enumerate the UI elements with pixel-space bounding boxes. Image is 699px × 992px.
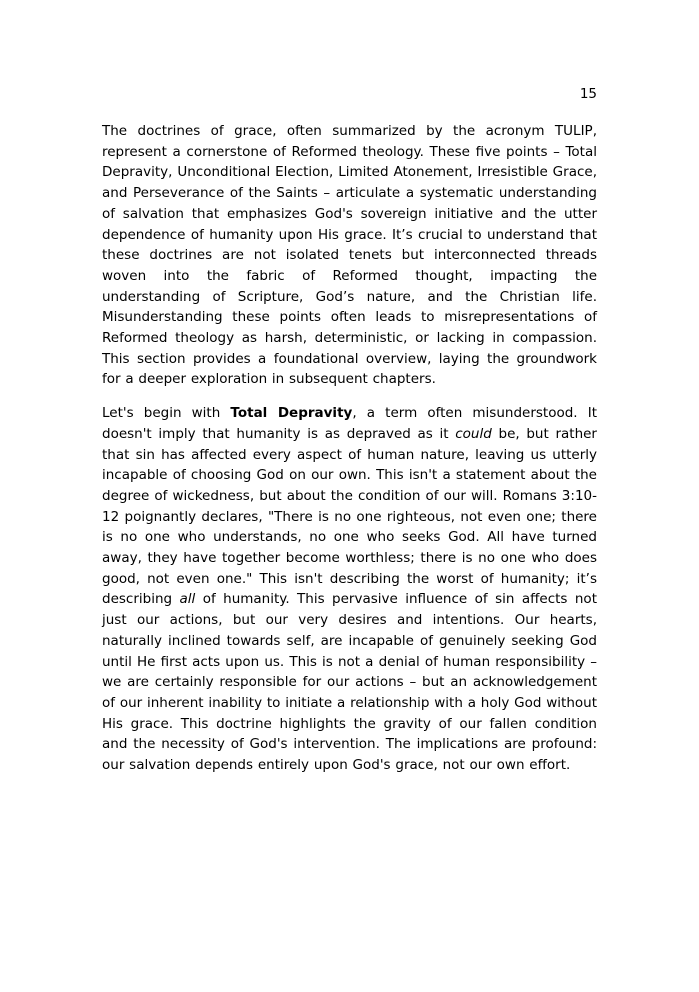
text-run: The doctrines of grace, often summarized by the acronym TULIP, represent a cornerstone of Reformed theology. These five points – Total Depravity, Unconditional Election, Limited Atonement, Irresistible Grace, and Perseverance of the Saints – articulate a systematic understanding of salvation that emphasizes God's sovereign initiative and the utter dependence of humanity upon His grace. It’s crucial to understand that these doctrines are not isolated tenets but interconnected threads woven into the fabric of Reformed thought, impacting the understanding of Scripture, God’s nature, and the Christian life. Misunderstanding these points often leads to misrepresentations of Reformed theology as harsh, deterministic, or lacking in compassion. This section provides a foundational overview, laying the groundwork for a deeper exploration in subsequent chapters. [102, 123, 597, 388]
italic-run: could [455, 425, 492, 442]
italic-run: all [179, 591, 196, 608]
page-number: 15 [579, 86, 597, 102]
text-run: of humanity. This pervasive influence of sin affects not just our actions, but our very desires and intentions. Our hearts, naturally inclined towards self, are incapable of genuinely seeking God until He first acts upon us. This is not a denial of human responsibility – we are certainly responsible for our actions – but an acknowledgement of our inherent inability to initiate a relationship with a holy God without His grace. This doctrine highlights the gravity of our fallen condition and the necessity of God's intervention. The implications are profound: our salvation depends entirely upon God's grace, not our own effort. [102, 591, 597, 774]
text-run: Let's begin with [102, 405, 231, 422]
body-text [102, 121, 597, 789]
bold-run: Total Depravity [230, 405, 353, 422]
paragraph [102, 121, 597, 390]
paragraph [102, 403, 597, 776]
text-run: , a term often misunderstood. It doesn't imply that humanity is as depraved as it [102, 405, 597, 442]
text-run: be, but rather that sin has affected every aspect of human nature, leaving us utterly incapable of choosing God on our own. This isn't a statement about the degree of wickedness, but about the condition of our will. Romans 3:10-12 poignantly declares, "There is no one righteous, not even one; there is no one who understands, no one who seeks God. All have turned away, they have together become worthless; there is no one who does good, not even one." This isn't describing the worst of humanity; it’s describing [102, 425, 597, 608]
